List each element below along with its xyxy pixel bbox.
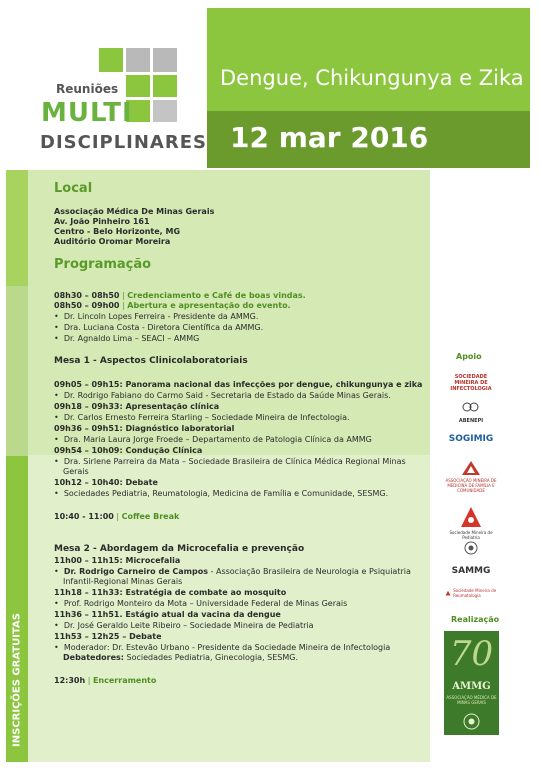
local-line-3: Centro - Belo Horizonte, MG bbox=[54, 227, 181, 236]
logo-circle bbox=[445, 541, 497, 557]
coffee-break: 10:40 - 11:00 | Coffee Break bbox=[54, 512, 180, 521]
free-registration-label: INSCRIÇÕES GRATUITAS bbox=[11, 613, 23, 747]
seal-icon bbox=[464, 541, 478, 555]
mesa2-bullet-4-cont: Debatedores: Sociedades Pediatria, Ginecologia, SESMG. bbox=[63, 653, 299, 662]
opening-bullet-2: • Dra. Luciana Costa - Diretora Científica da AMMG. bbox=[54, 323, 264, 332]
mesa2-line-3: 11h36 – 11h51. Estágio atual da vacina da dengue bbox=[54, 610, 281, 619]
apoio-heading: Apoio bbox=[456, 352, 482, 361]
abenepi-icon bbox=[461, 402, 481, 416]
mesa1-bullet-1: • Dr. Rodrigo Fabiano do Carmo Said - Secretaria de Estado da Saúde Minas Gerais. bbox=[54, 391, 391, 400]
ammg-name: AMMG bbox=[452, 681, 491, 692]
mesa1-bullet-4-cont: Gerais bbox=[63, 467, 89, 476]
mesa1-line-3: 09h36 – 09h51: Diagnóstico laboratorial bbox=[54, 424, 235, 433]
mesa2-bullet-2: • Prof. Rodrigo Monteiro da Mota – Universidade Federal de Minas Gerais bbox=[54, 599, 348, 608]
logo-abenepi: ABENEPI bbox=[445, 402, 497, 424]
logo-medicina-familia: ASSOCIAÇÃO MINEIRA DE MEDICINA DE FAMÍLIA E COMUNIDADE bbox=[445, 460, 497, 493]
mesa2-line-2: 11h18 – 11h33: Estratégia de combate ao mosquito bbox=[54, 588, 287, 597]
mesa1-title: Mesa 1 - Aspectos Clinicolaboratoriais bbox=[54, 356, 248, 366]
local-line-4: Auditório Oromar Moreira bbox=[54, 237, 171, 246]
logo-infectologia: SOCIEDADE MINEIRA DE INFECTOLOGIA bbox=[450, 374, 492, 392]
mesa2-title: Mesa 2 - Abordagem da Microcefalia e prevenção bbox=[54, 544, 305, 554]
closing: 12:30h | Encerramento bbox=[54, 676, 157, 685]
event-topic: Dengue, Chikungunya e Zika bbox=[220, 66, 524, 90]
mesa2-line-4: 11h53 – 12h25 – Debate bbox=[54, 632, 162, 641]
side-strip-mid bbox=[6, 286, 28, 456]
mesa1-bullet-2: • Dr. Carlos Ernesto Ferreira Starling – Sociedade Mineira de Infectologia. bbox=[54, 413, 350, 422]
opening-row-1: 08h30 – 08h50 | Credenciamento e Café de boas vindas. bbox=[54, 291, 306, 300]
opening-bullet-3: • Dr. Agnaldo Lima – SEACI – AMMG bbox=[54, 334, 200, 343]
mesa1-line-1: 09h05 – 09h15: Panorama nacional das infecções por dengue, chikungunya e zika bbox=[54, 380, 423, 389]
opening-row-2: 08h50 – 09h00 | Abertura e apresentação do evento. bbox=[54, 301, 291, 310]
program-heading: Programação bbox=[54, 257, 152, 272]
realizacao-heading: Realização bbox=[451, 615, 500, 624]
ammg-logo bbox=[444, 631, 499, 735]
mesa1-line-2: 09h18 – 09h33: Apresentação clínica bbox=[54, 402, 220, 411]
mesa2-bullet-4: • Moderador: Dr. Estevão Urbano - Presidente da Sociedade Mineira de Infectologia bbox=[54, 643, 391, 652]
logo-pediatria: Sociedade Mineira de Pediatria bbox=[445, 506, 497, 540]
mesa2-bullet-3: • Dr. José Geraldo Leite Ribeiro – Sociedade Mineira de Pediatria bbox=[54, 621, 314, 630]
header-title-band bbox=[207, 8, 530, 111]
logo-multi-text: MULTI bbox=[41, 98, 133, 128]
opening-bullet-1: • Dr. Lincoln Lopes Ferreira - Presidente da AMMG. bbox=[54, 312, 259, 321]
local-line-2: Av. João Pinheiro 161 bbox=[54, 217, 150, 226]
mesa1-line-5: 10h12 – 10h40: Debate bbox=[54, 478, 158, 487]
mesa2-bullet-1-cont: Infantil-Regional Minas Gerais bbox=[63, 577, 183, 586]
mesa2-line-1: 11h00 – 11h15: Microcefalia bbox=[54, 556, 181, 565]
mesa1-bullet-4: • Dra. Sirlene Parreira da Mata – Sociedade Brasileira de Clínica Médica Regional Minas bbox=[54, 457, 406, 466]
ammg-anos: 70 bbox=[449, 634, 494, 674]
logo-disciplinares-text: DISCIPLINARES bbox=[40, 132, 207, 153]
logo-reumatologia: Sociedade Mineira de Reumatologia bbox=[445, 588, 497, 598]
pediatria-icon bbox=[460, 506, 482, 528]
logo-reunioes-text: Reuniões bbox=[56, 82, 119, 96]
local-line-1: Associação Médica De Minas Gerais bbox=[54, 207, 215, 216]
triangle-logo-icon bbox=[461, 460, 481, 476]
mesa1-line-4: 09h54 – 10h09: Condução Clínica bbox=[54, 446, 203, 455]
local-heading: Local bbox=[54, 181, 93, 196]
side-strip-top bbox=[6, 170, 28, 286]
ammg-seal-icon bbox=[463, 713, 480, 730]
mesa1-bullet-5: • Sociedades Pediatria, Reumatologia, Medicina de Família e Comunidade, SESMG. bbox=[54, 489, 389, 498]
mesa2-bullet-1: • Dr. Rodrigo Carneiro de Campos - Associação Brasileira de Neurologia e Psiquiatria bbox=[54, 567, 411, 576]
logo-sogimig: SOGIMIG bbox=[448, 434, 494, 444]
ammg-full-name: ASSOCIAÇÃO MÉDICA DE MINAS GERAIS bbox=[446, 695, 497, 705]
reumatologia-icon bbox=[445, 588, 451, 598]
mesa1-bullet-3: • Dra. Maria Laura Jorge Froede – Departamento de Patologia Clínica da AMMG bbox=[54, 435, 372, 444]
logo-sammg: SAMMG bbox=[451, 566, 491, 576]
event-date: 12 mar 2016 bbox=[230, 121, 429, 154]
